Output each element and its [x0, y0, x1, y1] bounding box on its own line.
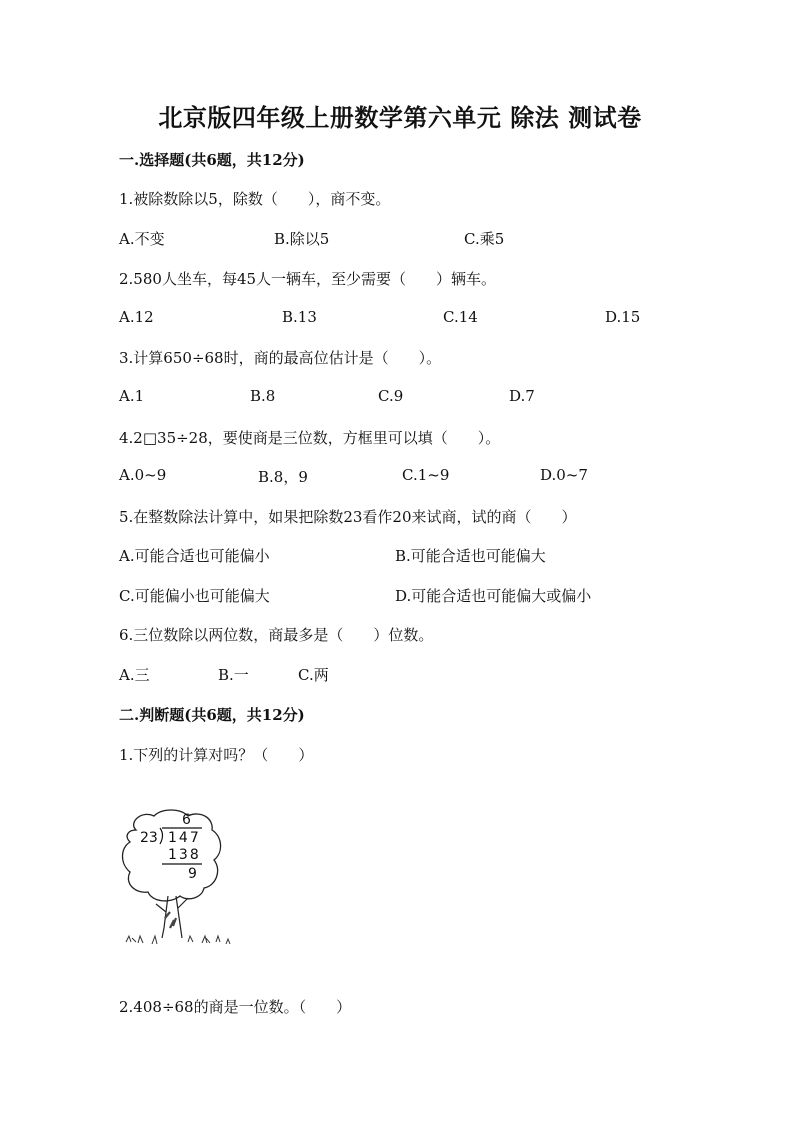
- question-5: 5.在整数除法计算中，如果把除数23看作20来试商，试的商（ ）: [119, 508, 577, 526]
- judgement-question-2: 2.408÷68的商是一位数。（ ）: [119, 998, 352, 1016]
- question-6: 6.三位数除以两位数，商最多是（ ）位数。: [119, 626, 434, 644]
- section-heading-choice: 一.选择题(共6题，共12分): [119, 151, 305, 169]
- q5-option-a: A.可能合适也可能偏小: [119, 547, 270, 565]
- judgement-question-1: 1.下列的计算对吗？（ ）: [119, 746, 314, 764]
- division-quotient: 6: [182, 812, 191, 828]
- q5-option-b: B.可能合适也可能偏大: [395, 547, 546, 565]
- q4-option-a: A.0~9: [119, 466, 167, 484]
- q5-option-c: C.可能偏小也可能偏大: [119, 587, 270, 605]
- q1-option-a: A.不变: [119, 230, 165, 248]
- question-4: 4.2□35÷28，要使商是三位数，方框里可以填（ ）。: [119, 429, 501, 447]
- q6-option-c: C.两: [298, 666, 329, 684]
- q5-option-d: D.可能合适也可能偏大或偏小: [395, 587, 592, 605]
- q1-option-b: B.除以5: [274, 230, 330, 248]
- section-heading-judgement: 二.判断题(共6题，共12分): [119, 706, 305, 724]
- page-title: 北京版四年级上册数学第六单元 除法 测试卷: [158, 103, 642, 132]
- tree-trunk: [156, 896, 188, 938]
- q2-option-c: C.14: [443, 308, 478, 326]
- q6-option-b: B.一: [218, 666, 249, 684]
- question-2: 2.580人坐车，每45人一辆车，至少需要（ ）辆车。: [119, 270, 497, 288]
- q4-option-d: D.0~7: [540, 466, 588, 484]
- q2-option-d: D.15: [605, 308, 641, 326]
- q3-option-a: A.1: [119, 387, 145, 405]
- division-product: 138: [168, 847, 201, 863]
- division-dividend: 147: [168, 830, 201, 846]
- division-remainder: 9: [188, 866, 197, 882]
- q3-option-b: B.8: [250, 387, 276, 405]
- q2-option-b: B.13: [282, 308, 317, 326]
- q3-option-d: D.7: [509, 387, 535, 405]
- q3-option-c: C.9: [378, 387, 404, 405]
- division-divisor: 23: [140, 830, 158, 846]
- question-1: 1.被除数除以5，除数（ ），商不变。: [119, 190, 391, 208]
- q4-option-c: C.1~9: [402, 466, 450, 484]
- q6-option-a: A.三: [119, 666, 150, 684]
- q2-option-a: A.12: [119, 308, 154, 326]
- q4-option-b: B.8，9: [258, 468, 308, 486]
- question-3: 3.计算650÷68时，商的最高位估计是（ ）。: [119, 349, 442, 367]
- tree-long-division-illustration: [118, 808, 238, 953]
- grass: [126, 936, 230, 944]
- q1-option-c: C.乘5: [464, 230, 505, 248]
